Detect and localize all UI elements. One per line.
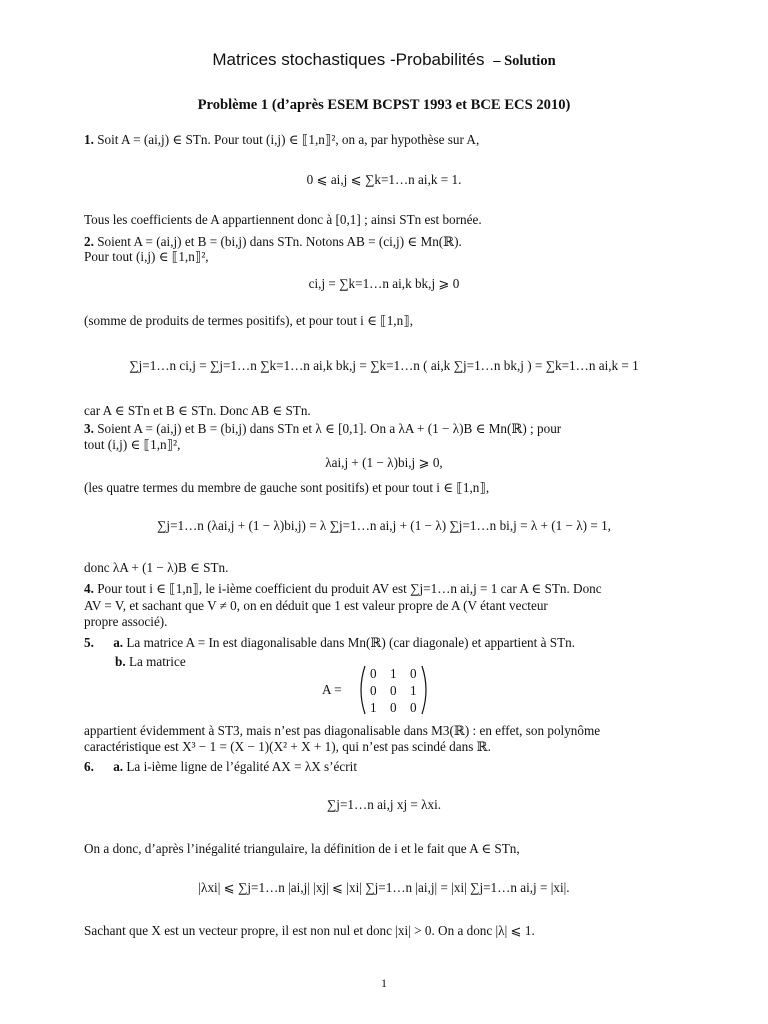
matrix-cell-0-2: 0	[410, 666, 417, 681]
q4-text: Pour tout i ∈ ⟦1,n⟧, le i-ième coefficient du produit AV est ∑j=1…n ai,j = 1 car A ∈ STn. Donc	[97, 581, 602, 596]
header-title: Matrices stochastiques -Probabilités	[212, 50, 485, 69]
q4-paragraph	[84, 581, 684, 596]
q3-number: 3.	[84, 421, 94, 436]
q3-text-3: (les quatre termes du membre de gauche sont positifs) et pour tout i ∈ ⟦1,n⟧,	[84, 480, 490, 495]
q3-text: Soient A = (ai,j) et B = (bi,j) dans STn et λ ∈ [0,1]. On a λA + (1 − λ)B ∈ Mn(ℝ) ; pour	[97, 421, 562, 436]
q5-number: 5.	[84, 635, 94, 650]
q3-paragraph	[84, 421, 684, 436]
page-number: 1	[381, 976, 387, 990]
q5a-label: a.	[113, 635, 124, 650]
matrix-cell-0-1: 1	[390, 666, 397, 681]
header-subtitle: – Solution	[493, 53, 556, 69]
q2-conclusion: car A ∈ STn et B ∈ STn. Donc AB ∈ STn.	[84, 403, 311, 418]
q6-text-2: On a donc, d’après l’inégalité triangulaire, la définition de i et le fait que A ∈ STn,	[84, 841, 520, 856]
matrix-cell-1-1: 0	[390, 683, 397, 698]
equation-3: ∑j=1…n ci,j = ∑j=1…n ∑k=1…n ai,k bk,j = ∑k=1…n ( ai,k ∑j=1…n bk,j ) = ∑k=1…n ai,k = 1	[129, 358, 639, 373]
q1-paragraph	[84, 132, 684, 147]
matrix-left-paren	[361, 666, 365, 714]
q6-number: 6.	[84, 759, 94, 774]
q1-number: 1.	[84, 132, 94, 147]
q6-conclusion: Sachant que X est un vecteur propre, il est non nul et donc |xi| > 0. On a donc |λ| ⩽ 1.	[84, 923, 535, 938]
q5a-text: La matrice A = In est diagonalisable dans Mn(ℝ) (car diagonale) et appartient à STn.	[126, 635, 576, 650]
q2-number: 2.	[84, 234, 94, 249]
equation-4: λai,j + (1 − λ)bi,j ⩾ 0,	[325, 455, 443, 470]
matrix-right-paren	[422, 666, 426, 714]
equation-7: |λxi| ⩽ ∑j=1…n |ai,j| |xj| ⩽ |xi| ∑j=1…n |ai,j| = |xi| ∑j=1…n ai,j = |xi|.	[198, 880, 570, 895]
q2-text: Soient A = (ai,j) et B = (bi,j) dans STn. Notons AB = (ci,j) ∈ Mn(ℝ).	[97, 234, 462, 249]
matrix-A	[318, 664, 438, 716]
matrix-cell-0-0: 0	[370, 666, 377, 681]
matrix-cell-2-1: 0	[390, 700, 397, 715]
equation-1: 0 ⩽ ai,j ⩽ ∑k=1…n ai,k = 1.	[306, 172, 462, 187]
page-header	[0, 50, 768, 70]
q5b-label: b.	[115, 654, 126, 669]
q4-number: 4.	[84, 581, 94, 596]
matrix-cell-1-0: 0	[370, 683, 377, 698]
q2-paragraph	[84, 234, 684, 249]
q4-text-2: AV = V, et sachant que V ≠ 0, on en déduit que 1 est valeur propre de A (V étant vecteur	[84, 598, 548, 613]
q1-text: Soit A = (ai,j) ∈ STn. Pour tout (i,j) ∈ ⟦1,n⟧², on a, par hypothèse sur A,	[97, 132, 480, 147]
q5b-text: La matrice	[128, 654, 186, 669]
equation-5: ∑j=1…n (λai,j + (1 − λ)bi,j) = λ ∑j=1…n ai,j + (1 − λ) ∑j=1…n bi,j = λ + (1 − λ) = 1,	[157, 518, 611, 533]
q3-conclusion: donc λA + (1 − λ)B ∈ STn.	[84, 560, 229, 575]
q3-text-2: tout (i,j) ∈ ⟦1,n⟧²,	[84, 437, 181, 452]
equation-2: ci,j = ∑k=1…n ai,k bk,j ⩾ 0	[308, 276, 460, 291]
problem-title: Problème 1 (d’après ESEM BCPST 1993 et BCE ECS 2010)	[197, 97, 571, 113]
q5b-text-3: caractéristique est X³ − 1 = (X − 1)(X² + X + 1), qui n’est pas scindé dans ℝ.	[84, 739, 491, 754]
matrix-lhs: A =	[322, 682, 342, 697]
q1-conclusion: Tous les coefficients de A appartiennent donc à [0,1] ; ainsi STn est bornée.	[84, 212, 482, 227]
q6a-label: a.	[113, 759, 124, 774]
matrix-cell-1-2: 1	[410, 683, 417, 698]
q4-text-3: propre associé).	[84, 614, 168, 629]
q5b-text-2: appartient évidemment à ST3, mais n’est pas diagonalisable dans M3(ℝ) : en effet, son polynôme	[84, 723, 601, 738]
matrix-cell-2-2: 0	[410, 700, 417, 715]
q6a-text: La i-ième ligne de l’égalité AX = λX s’écrit	[126, 759, 357, 774]
matrix-cell-2-0: 1	[370, 700, 377, 715]
q2-text-3: (somme de produits de termes positifs), et pour tout i ∈ ⟦1,n⟧,	[84, 313, 414, 328]
q6a-paragraph	[84, 759, 684, 774]
equation-6: ∑j=1…n ai,j xj = λxi.	[326, 797, 442, 812]
q2-text-2: Pour tout (i,j) ∈ ⟦1,n⟧²,	[84, 249, 209, 264]
q5a-paragraph	[84, 635, 684, 650]
